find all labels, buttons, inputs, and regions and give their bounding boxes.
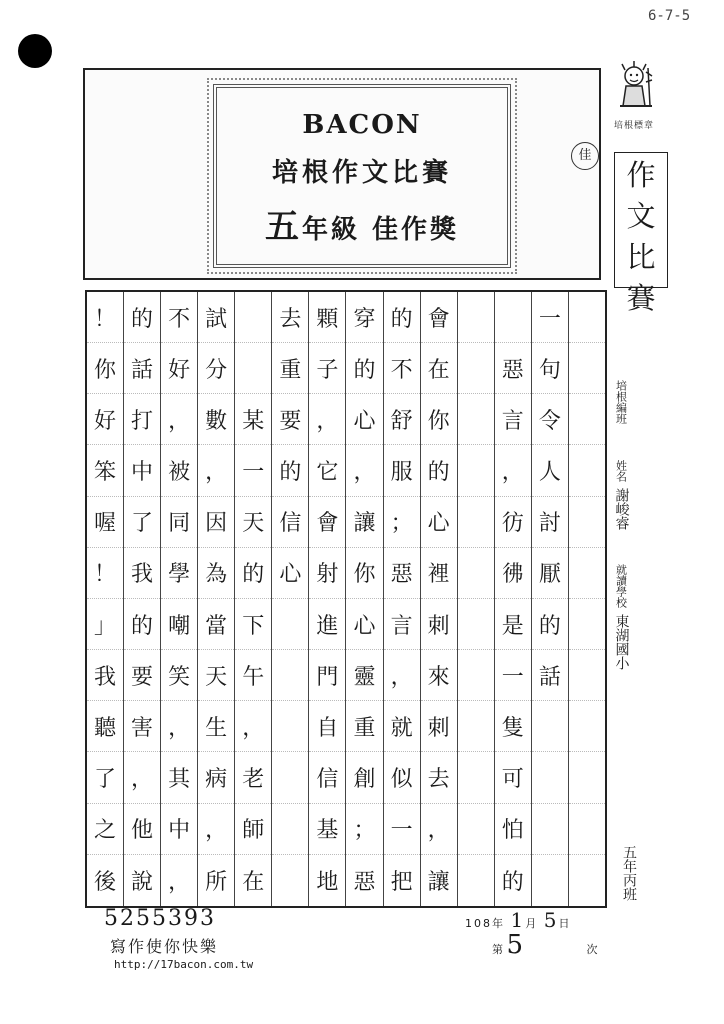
grid-cell: 中	[124, 445, 160, 496]
date-month-label: 月	[525, 917, 539, 930]
grid-cell: 令	[532, 394, 568, 445]
grid-cell: 師	[235, 804, 271, 855]
grid-cell	[569, 497, 605, 548]
grid-cell: 舒	[384, 394, 420, 445]
grid-cell: 刺	[421, 599, 457, 650]
grid-cell: 的	[501, 869, 524, 895]
corner-note: 6-7-5	[648, 8, 691, 24]
grid-cell: ，	[495, 445, 531, 496]
grid-cell: 惡	[384, 548, 420, 599]
grid-cell: 重	[346, 701, 382, 752]
grid-cell: 聽	[87, 701, 123, 752]
grid-cell: 一	[495, 650, 531, 701]
grid-cell	[569, 855, 605, 906]
grid-cell	[495, 292, 531, 343]
grid-cell: 似	[384, 752, 420, 803]
grid-cell: 可	[495, 752, 531, 803]
grid-cell	[272, 804, 308, 855]
grid-cell: 顆	[309, 292, 345, 343]
award-suffix: 年級 佳作獎	[301, 215, 460, 245]
grid-cell: 重	[272, 343, 308, 394]
grid-cell	[458, 752, 494, 803]
grid-cell: 笨	[87, 445, 123, 496]
grid-cell	[458, 804, 494, 855]
grid-cell	[235, 343, 271, 394]
mascot-icon	[612, 60, 656, 112]
student-info	[606, 380, 636, 670]
grid-cell: 言	[495, 394, 531, 445]
grid-cell: 午	[235, 650, 271, 701]
grid-cell: 了	[87, 752, 123, 803]
grid-cell: 惡	[495, 343, 531, 394]
grid-cell: 會	[421, 292, 457, 343]
grid-cell: 刺	[421, 701, 457, 752]
grid-cell: 服	[384, 445, 420, 496]
side-title-char: 文	[626, 199, 656, 233]
grid-cell: 惡	[353, 869, 376, 895]
grid-cell: 是	[495, 599, 531, 650]
grid-cell	[569, 804, 605, 855]
grid-cell: ，	[124, 752, 160, 803]
grid-cell	[569, 292, 605, 343]
seal-caption: 培根標章	[613, 121, 654, 131]
side-title-char: 比	[626, 240, 656, 274]
grid-cell: 你	[421, 394, 457, 445]
grid-cell: ！	[87, 548, 123, 599]
grid-cell: 就	[384, 701, 420, 752]
grid-column	[123, 292, 160, 906]
grid-cell: 老	[235, 752, 271, 803]
grid-column	[494, 292, 531, 906]
grid-cell	[272, 752, 308, 803]
grid-cell: 後	[93, 869, 116, 895]
grid-cell: ，	[198, 445, 234, 496]
page-prefix: 第	[492, 943, 503, 956]
page-line	[492, 930, 598, 960]
date-year: 108	[465, 917, 492, 930]
footer-slogan: 寫作使你快樂	[110, 937, 219, 956]
grid-column	[197, 292, 234, 906]
grid-column	[87, 292, 123, 906]
grid-cell: 天	[198, 650, 234, 701]
grid-cell: 進	[309, 599, 345, 650]
grid-cell: 中	[161, 804, 197, 855]
grid-cell: 某	[235, 394, 271, 445]
grid-cell: 靈	[346, 650, 382, 701]
grid-column	[345, 292, 382, 906]
grid-cell: 的	[532, 599, 568, 650]
grid-cell: 句	[532, 343, 568, 394]
grid-cell: 笑	[161, 650, 197, 701]
grid-cell: 下	[235, 599, 271, 650]
grid-cell	[569, 548, 605, 599]
grid-cell: 不	[384, 343, 420, 394]
grid-cell: 心	[346, 394, 382, 445]
grid-cell: 彿	[495, 548, 531, 599]
grid-cell: 地	[316, 869, 339, 895]
school-value: 東湖國小	[613, 614, 630, 670]
grid-cell: 話	[124, 343, 160, 394]
grid-cell: 怕	[495, 804, 531, 855]
name-value: 謝峻睿	[613, 488, 630, 530]
grid-cell	[458, 292, 494, 343]
grid-cell: 彷	[495, 497, 531, 548]
grid-cell: 學	[161, 548, 197, 599]
grid-cell: 我	[87, 650, 123, 701]
brand-name: BACON	[302, 110, 422, 140]
grid-cell: 它	[309, 445, 345, 496]
grid-column	[383, 292, 420, 906]
award-frame	[213, 84, 511, 268]
grid-cell	[235, 292, 271, 343]
grid-cell	[272, 599, 308, 650]
contest-title: 培根作文比賽	[271, 158, 452, 188]
grid-cell: 之	[87, 804, 123, 855]
grid-cell: ，	[198, 804, 234, 855]
grid-cell: 害	[124, 701, 160, 752]
grid-cell: 子	[309, 343, 345, 394]
grid-cell: 打	[124, 394, 160, 445]
grid-cell	[458, 650, 494, 701]
grid-cell: 所	[205, 869, 228, 895]
grid-cell: 一	[235, 445, 271, 496]
grid-cell: 讓	[346, 497, 382, 548]
grid-cell	[532, 752, 568, 803]
grid-cell	[458, 394, 494, 445]
grid-cell: 他	[124, 804, 160, 855]
grid-cell: 心	[272, 548, 308, 599]
grid-cell: 不	[161, 292, 197, 343]
grid-cell: 射	[309, 548, 345, 599]
grid-cell: 去	[272, 292, 308, 343]
grid-column	[568, 292, 605, 906]
grid-column	[271, 292, 308, 906]
grade-stamp: 佳	[571, 142, 599, 170]
date-line	[465, 908, 571, 932]
grid-cell: 在	[242, 869, 265, 895]
grid-cell: 你	[87, 343, 123, 394]
grid-cell: 當	[198, 599, 234, 650]
grid-cell: 的	[124, 599, 160, 650]
grid-cell	[458, 445, 494, 496]
grid-cell	[458, 701, 494, 752]
grid-cell: 厭	[532, 548, 568, 599]
grid-cell: 穿	[346, 292, 382, 343]
essay-grid	[85, 290, 607, 908]
grid-cell: ，	[309, 394, 345, 445]
grid-column	[457, 292, 494, 906]
grid-cell: 去	[421, 752, 457, 803]
grid-cell: 嘲	[161, 599, 197, 650]
grid-cell: 話	[532, 650, 568, 701]
grid-cell: 心	[346, 599, 382, 650]
footer-url[interactable]: http://17bacon.com.tw	[114, 958, 254, 971]
award-grade: 五	[264, 207, 302, 247]
grid-cell: 把	[390, 869, 413, 895]
side-title-char: 作	[626, 158, 656, 192]
grid-cell: ！	[87, 292, 123, 343]
grid-cell: 會	[309, 497, 345, 548]
grid-cell: 的	[272, 445, 308, 496]
grid-cell: 一	[532, 292, 568, 343]
grid-cell: 生	[198, 701, 234, 752]
grid-cell	[569, 343, 605, 394]
date-month: 1	[510, 908, 526, 932]
grid-cell: ，	[384, 650, 420, 701]
side-title	[614, 152, 668, 315]
grid-cell: 被	[161, 445, 197, 496]
grid-cell: 病	[198, 752, 234, 803]
grid-cell: 的	[421, 445, 457, 496]
grid-column	[420, 292, 457, 906]
grid-column	[308, 292, 345, 906]
grid-cell: ，	[421, 804, 457, 855]
grid-cell: 分	[198, 343, 234, 394]
grid-cell	[458, 855, 494, 906]
date-day: 5	[543, 908, 559, 932]
grid-cell: 的	[235, 548, 271, 599]
grid-cell: 心	[421, 497, 457, 548]
grid-column	[531, 292, 568, 906]
grid-cell	[569, 445, 605, 496]
grid-cell: ，	[161, 394, 197, 445]
grid-cell	[532, 701, 568, 752]
grid-cell: 因	[198, 497, 234, 548]
grid-cell: ，	[235, 701, 271, 752]
grid-cell: 讓	[427, 869, 450, 895]
grid-cell: 為	[198, 548, 234, 599]
grid-cell: ；	[384, 497, 420, 548]
page-suffix: 次	[586, 943, 598, 956]
date-day-label: 日	[558, 917, 572, 930]
date-year-label: 年	[492, 917, 505, 930]
grid-cell: 說	[131, 869, 154, 895]
grid-cell: 的	[346, 343, 382, 394]
grid-cell: ，	[161, 701, 197, 752]
grid-cell: 好	[161, 343, 197, 394]
grid-cell: 好	[87, 394, 123, 445]
grid-cell: 人	[532, 445, 568, 496]
grid-cell: 的	[124, 292, 160, 343]
footer-code: 5255393	[104, 906, 216, 931]
grid-cell: 門	[309, 650, 345, 701]
grid-cell: ，	[168, 869, 191, 895]
grid-cell: 其	[161, 752, 197, 803]
page-number: 5	[506, 930, 524, 960]
grid-cell	[532, 855, 568, 906]
grid-cell	[272, 855, 308, 906]
grid-cell: 來	[421, 650, 457, 701]
grid-cell: 討	[532, 497, 568, 548]
school-label: 就讀學校	[614, 564, 628, 608]
grid-cell	[569, 394, 605, 445]
side-title-char: 賽	[626, 281, 656, 315]
grid-cell: ，	[346, 445, 382, 496]
grid-cell	[569, 650, 605, 701]
grid-cell	[458, 548, 494, 599]
grid-cell: 言	[384, 599, 420, 650]
grid-cell: 的	[384, 292, 420, 343]
grid-cell	[272, 701, 308, 752]
award-banner	[83, 68, 601, 280]
grid-cell: 」	[87, 599, 123, 650]
registration-dot	[18, 34, 52, 68]
grid-cell: 試	[198, 292, 234, 343]
grid-cell: 創	[346, 752, 382, 803]
name-label: 姓名	[614, 460, 628, 482]
grid-cell: 裡	[421, 548, 457, 599]
bacon-seal	[606, 60, 662, 140]
grid-cell	[569, 752, 605, 803]
grid-cell: 數	[198, 394, 234, 445]
grid-column	[234, 292, 271, 906]
grid-cell	[458, 343, 494, 394]
grid-cell	[569, 701, 605, 752]
grid-cell	[458, 497, 494, 548]
grid-cell: 了	[124, 497, 160, 548]
grid-cell: 隻	[495, 701, 531, 752]
grid-cell	[272, 650, 308, 701]
grid-cell: 喔	[87, 497, 123, 548]
grid-cell: 你	[346, 548, 382, 599]
grid-cell: 天	[235, 497, 271, 548]
grid-cell: 同	[161, 497, 197, 548]
id-label: 培根編班	[614, 380, 628, 424]
grid-cell: 一	[384, 804, 420, 855]
award-line	[217, 199, 507, 248]
grid-cell: ；	[346, 804, 382, 855]
grid-cell: 自	[309, 701, 345, 752]
grid-cell: 要	[124, 650, 160, 701]
grid-cell: 基	[309, 804, 345, 855]
grid-cell: 信	[272, 497, 308, 548]
grid-cell: 在	[421, 343, 457, 394]
grid-column	[160, 292, 197, 906]
grid-cell	[532, 804, 568, 855]
grid-cell: 要	[272, 394, 308, 445]
grid-cell	[569, 599, 605, 650]
grid-cell: 我	[124, 548, 160, 599]
class-value: 五年丙班	[621, 845, 637, 901]
grid-cell	[458, 599, 494, 650]
grid-cell: 信	[309, 752, 345, 803]
